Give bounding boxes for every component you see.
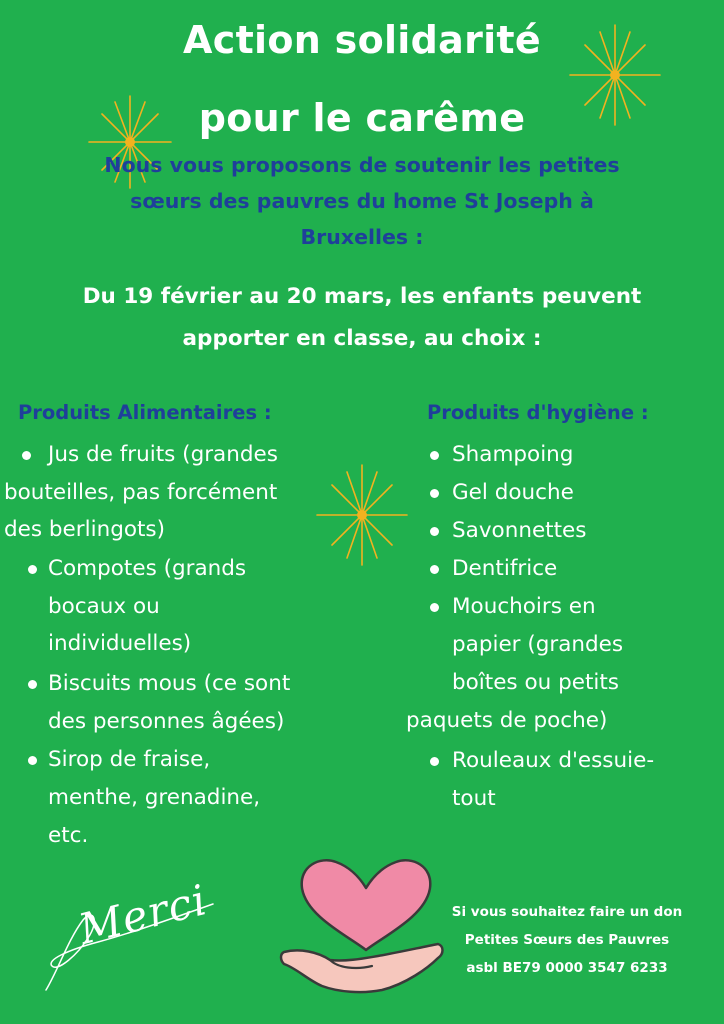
- sparkle-icon: [312, 460, 412, 570]
- food-line: individuelles): [48, 631, 192, 656]
- bullet: [430, 757, 439, 766]
- bullet: [430, 603, 439, 612]
- bullet: [28, 756, 37, 765]
- intro-line: sœurs des pauvres du home St Joseph à: [130, 189, 594, 213]
- donation-line: Si vous souhaitez faire un don: [451, 904, 683, 920]
- food-line: Jus de fruits (grandes: [48, 442, 278, 467]
- food-line: des personnes âgées): [48, 709, 285, 734]
- merci-text: Merci: [74, 875, 212, 954]
- hygiene-line: Dentifrice: [452, 556, 558, 581]
- food-line: bocaux ou: [48, 594, 160, 619]
- bullet: [430, 565, 439, 574]
- bullet: [22, 451, 31, 460]
- donation-line: asbl BE79 0000 3547 6233: [466, 960, 668, 976]
- dates-line: apporter en classe, au choix :: [182, 326, 542, 351]
- hygiene-line: boîtes ou petits: [452, 670, 619, 695]
- intro-line: Bruxelles :: [300, 225, 424, 249]
- hygiene-line: paquets de poche): [406, 708, 608, 733]
- hygiene-line: Rouleaux d'essuie-: [452, 748, 655, 773]
- food-line: bouteilles, pas forcément: [4, 480, 278, 505]
- donation-line: Petites Sœurs des Pauvres: [464, 932, 670, 948]
- intro-text: [20, 147, 704, 255]
- hygiene-heading: Produits d'hygiène :: [427, 401, 649, 424]
- food-line: etc.: [48, 823, 89, 848]
- bullet: [430, 451, 439, 460]
- bullet: [430, 489, 439, 498]
- intro-line: Nous vous proposons de soutenir les petites: [104, 153, 620, 177]
- food-line: menthe, grenadine,: [48, 785, 261, 810]
- hygiene-line: papier (grandes: [452, 632, 624, 657]
- heart-in-hand-icon: [278, 852, 448, 1002]
- hygiene-line: tout: [452, 786, 496, 811]
- bullet: [28, 565, 37, 574]
- food-heading: Produits Alimentaires :: [18, 401, 272, 424]
- hygiene-line: Shampoing: [452, 442, 574, 467]
- hygiene-line: Savonnettes: [452, 518, 587, 543]
- page-title: [0, 18, 724, 140]
- food-line: Sirop de fraise,: [48, 747, 211, 772]
- title-line: Action solidarité: [183, 18, 541, 62]
- food-line: des berlingots): [4, 517, 166, 542]
- bullet: [28, 680, 37, 689]
- hygiene-line: Gel douche: [452, 480, 574, 505]
- dates-text: [0, 276, 724, 360]
- merci-signature: [38, 875, 228, 1000]
- food-line: Biscuits mous (ce sont: [48, 671, 291, 696]
- title-line: pour le carême: [198, 96, 526, 140]
- bullet: [430, 527, 439, 536]
- hygiene-line: Mouchoirs en: [452, 594, 596, 619]
- donation-info: [432, 898, 702, 982]
- dates-line: Du 19 février au 20 mars, les enfants peuvent: [82, 284, 642, 309]
- food-line: Compotes (grands: [48, 556, 247, 581]
